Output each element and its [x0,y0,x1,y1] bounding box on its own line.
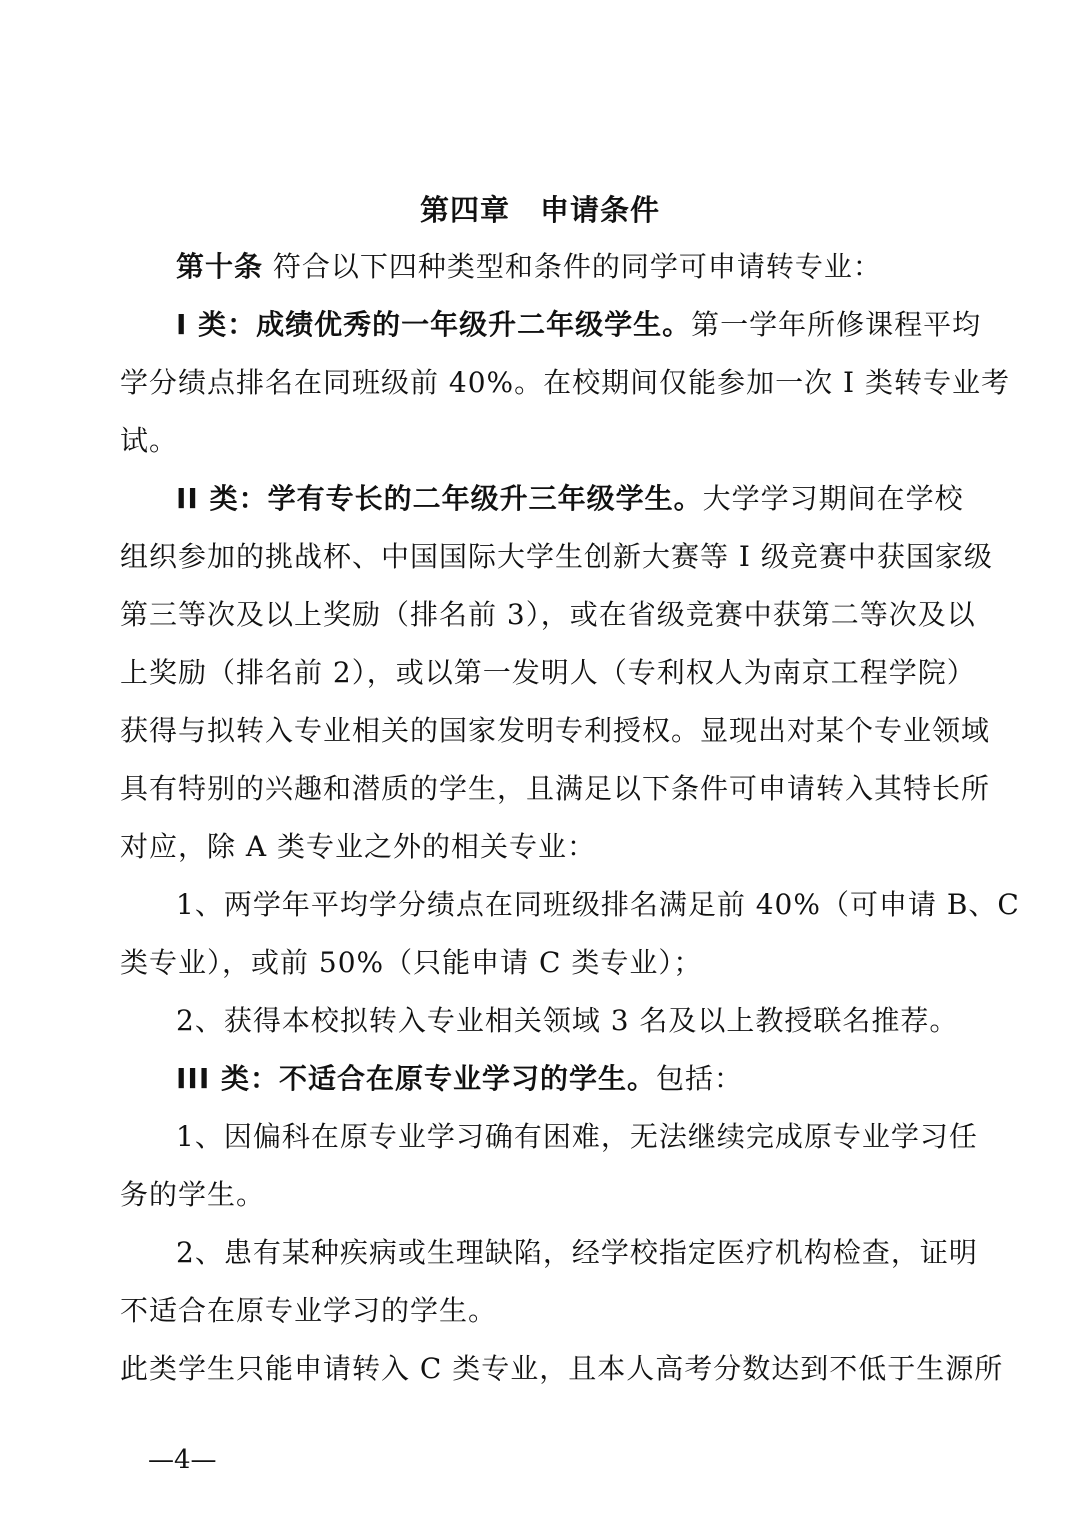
type2-line6: 具有特别的兴趣和潜质的学生，且满足以下条件可申请转入其特长所 [120,772,991,805]
type2-line1-text: 大学学习期间在学校 [702,482,964,515]
type2-condition1-line2: 类专业），或前 50%（只能申请 C 类专业）； [120,946,703,979]
type2-label: II 类：学有专长的二年级升三年级学生。 [176,482,703,515]
article-10-paragraph [176,247,980,287]
chapter-title: 第四章 申请条件 [419,193,660,227]
type1-heading-line [176,305,980,345]
type1-line1-text: 第一学年所修课程平均 [691,308,982,341]
page-number: —4— [148,1445,217,1475]
type1-line3: 试。 [120,424,179,457]
type2-heading-line [176,479,980,519]
type2-line7: 对应，除 A 类专业之外的相关专业： [120,830,597,863]
type2-condition2: 2、获得本校拟转入专业相关领域 3 名及以上教授联名推荐。 [176,1004,959,1037]
type1-line2: 学分绩点排名在同班级前 40%。在校期间仅能参加一次 I 类转专业考 [120,366,1010,399]
type3-label: III 类：不适合在原专业学习的学生。 [176,1062,657,1095]
type2-line2: 组织参加的挑战杯、中国国际大学生创新大赛等 I 级竞赛中获国家级 [120,540,993,573]
type2-line5: 获得与拟转入专业相关的国家发明专利授权。显现出对某个专业领域 [120,714,991,747]
type3-item1-line1: 1、因偏科在原专业学习确有困难，无法继续完成原专业学习任 [176,1120,978,1153]
type3-label-rest: 包括： [656,1062,744,1095]
article-10-text: 符合以下四种类型和条件的同学可申请转专业： [272,250,882,283]
type2-line4: 上奖励（排名前 2），或以第一发明人（专利权人为南京工程学院） [120,656,976,689]
type3-item1-line2: 务的学生。 [120,1178,266,1211]
type1-label: I 类：成绩优秀的一年级升二年级学生。 [176,308,692,341]
type2-line3: 第三等次及以上奖励（排名前 3），或在省级竞赛中获第二等次及以 [120,598,976,631]
type3-note: 此类学生只能申请转入 C 类专业，且本人高考分数达到不低于生源所 [120,1352,1004,1385]
type2-condition1-line1: 1、两学年平均学分绩点在同班级排名满足前 40%（可申请 B、C [176,888,1020,921]
type3-item2-line2: 不适合在原专业学习的学生。 [120,1294,498,1327]
type3-heading-line [176,1059,980,1099]
type3-item2-line1: 2、患有某种疾病或生理缺陷，经学校指定医疗机构检查，证明 [176,1236,978,1269]
article-10-label: 第十条 [176,250,264,283]
